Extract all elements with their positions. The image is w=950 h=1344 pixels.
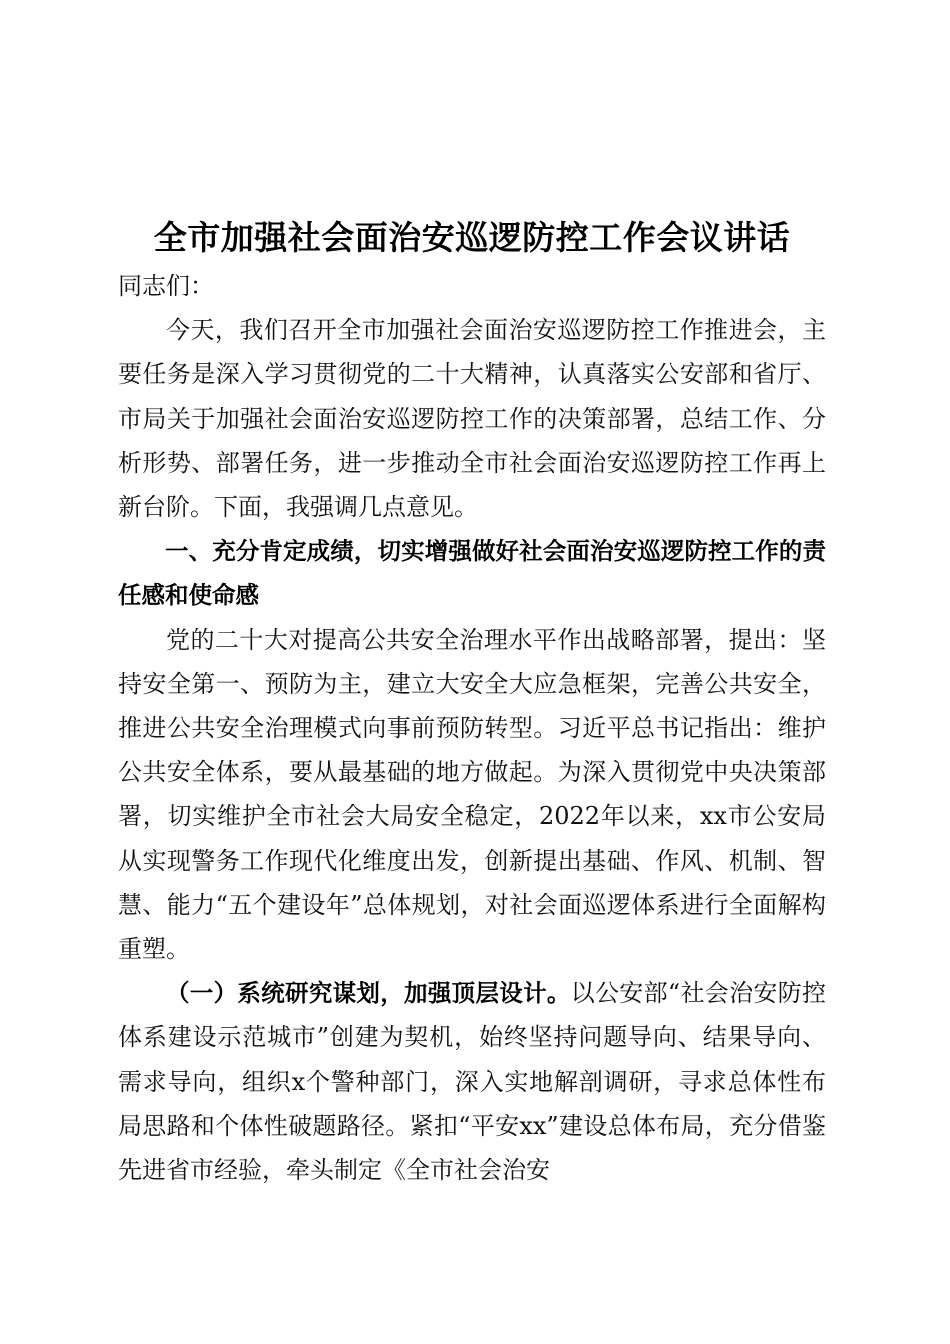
section-heading-1: 一、充分肯定成绩，切实增强做好社会面治安巡逻防控工作的责任感和使命感 — [118, 537, 826, 610]
subsection-1-paragraph — [118, 971, 826, 1192]
subsection-heading-1: （一）系统研究谋划，加强顶层设计。 — [166, 979, 571, 1008]
document-body — [118, 212, 826, 1192]
document-title: 全市加强社会面治安巡逻防控工作会议讲话 — [153, 218, 791, 257]
section-1-paragraph: 党的二十大对提高公共安全治理水平作出战略部署，提出：坚持安全第一、预防为主，建立大安全大应急框架，完善公共安全，推进公共安全治理模式向事前预防转型。习近平总书记指出：维护公共安全体系，要从最基础的地方做起。为深入贯彻党中央决策部署，切实维护全市社会大局安全稳定，2022年以来，xx市公安局从实现警务工作现代化维度出发，创新提出基础、作风、机制、智慧、能力“五个建设年”总体规划，对社会面巡逻体系进行全面解构重塑。 — [118, 625, 826, 964]
greeting: 同志们： — [118, 272, 214, 300]
subsection-1-body: 以公安部“社会治安防控体系建设示范城市”创建为契机，始终坚持问题导向、结果导向、需求导向，组织x个警种部门，深入实地解剖调研，寻求总体性布局思路和个体性破题路径。紧扣“平安xx”建设总体布局，充分借鉴先进省市经验，牵头制定《全市社会治安 — [118, 979, 827, 1185]
intro-paragraph: 今天，我们召开全市加强社会面治安巡逻防控工作推进会，主要任务是深入学习贯彻党的二十大精神，认真落实公安部和省厅、市局关于加强社会面治安巡逻防控工作的决策部署，总结工作、分析形势、部署任务，进一步推动全市社会面治安巡逻防控工作再上新台阶。下面，我强调几点意见。 — [118, 316, 826, 522]
